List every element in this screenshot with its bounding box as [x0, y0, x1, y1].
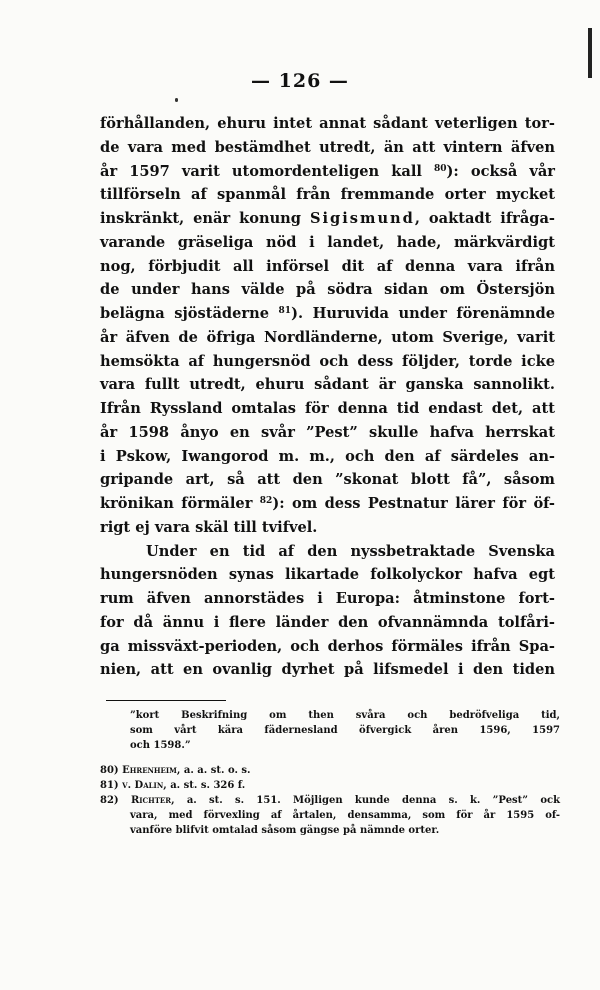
footnote-author: Richter	[130, 795, 172, 806]
footnote-continued-line: och 1598.”	[130, 740, 191, 751]
body-line: hemsökta af hungersnöd och dess följder, torde icke	[100, 352, 555, 370]
body-line-text: inskränkt, enär konung	[100, 210, 310, 227]
body-line: förhållanden, ehuru intet annat sådant veterligen tor-	[100, 115, 555, 132]
body-line	[100, 160, 555, 184]
footnote-80	[100, 763, 560, 778]
spaced-name: Sigismund	[309, 210, 415, 227]
footnote-82-continued: vara, med förvexling af årtalen, densamma, som för år 1595 of-	[130, 810, 560, 821]
footnote-81	[100, 778, 560, 793]
body-line	[100, 492, 555, 516]
footnote-reference: 82	[259, 496, 273, 506]
body-line: Under en tid af den nyssbetraktade Svenska	[146, 542, 555, 560]
body-text	[100, 112, 555, 682]
body-line: varande gräseliga nöd i landet, hade, märkvärdigt	[100, 233, 555, 251]
footnote-82-continued: vanföre blifvit omtalad såsom gängse på nämnde orter.	[130, 825, 440, 836]
body-line-text: år 1597 varit utomordenteligen kall	[100, 162, 434, 180]
body-line: tillförseln af spanmål från fremmande orter mycket	[100, 186, 555, 204]
body-line: gripande art, så att den ”skonat blott få”, såsom	[100, 471, 555, 489]
body-line-text: ). Huruvida under förenämnde	[291, 305, 555, 322]
footnote-rule	[106, 700, 226, 701]
footnote-author: v. Dalin	[122, 780, 164, 791]
body-line: rum äfven annorstädes i Europa: åtminstone fort-	[100, 590, 555, 607]
body-line-text: ): också vår	[446, 162, 555, 180]
body-line-text: krönikan förmäler	[100, 495, 260, 512]
footnote-82	[100, 793, 560, 808]
footnote-author: Ehrenheim	[122, 765, 177, 776]
page-number: — 126 —	[251, 70, 349, 92]
footnote-marker: 81)	[100, 780, 119, 791]
body-line: vara fullt utredt, ehuru sådant är ganska sannolikt.	[100, 376, 555, 394]
footnote-text: , a. st. s. 151. Möjligen kunde denna s. k. ”Pest” ock	[171, 795, 561, 806]
footnote-text: , a. st. s. 326 f.	[163, 780, 246, 791]
footnote-marker: 82)	[100, 795, 119, 806]
body-line	[100, 207, 555, 231]
body-line: for då ännu i flere länder den ofvannämnda tolfåri-	[100, 613, 555, 631]
body-line: de under hans välde på södra sidan om Östersjön	[100, 281, 555, 299]
body-line-text: , oaktadt ifråga-	[414, 210, 555, 227]
footnote-continued-line: ”kort Beskrifning om then svåra och bedröfveliga tid,	[130, 710, 560, 721]
body-line: hungersnöden synas likartade folkolyckor hafva egt	[100, 566, 555, 584]
footnote-reference: 80	[433, 163, 447, 174]
body-line: år 1598 ånyo en svår ”Pest” skulle hafva herrskat	[100, 423, 555, 441]
print-speck	[175, 98, 178, 102]
body-line: de vara med bestämdhet utredt, än att vintern äfven	[100, 138, 555, 156]
footnote-reference: 81	[278, 306, 292, 316]
body-line: nien, att en ovanlig dyrhet på lifsmedel i den tiden	[100, 661, 555, 679]
footnote-marker: 80)	[100, 765, 119, 776]
body-line: rigt ej vara skäl till tvifvel.	[100, 518, 318, 536]
body-line: nog, förbjudit all införsel dit af denna vara ifrån	[100, 257, 555, 275]
body-line: i Pskow, Iwangorod m. m., och den af särdeles an-	[100, 447, 555, 465]
footnote-text: , a. a. st. o. s.	[176, 765, 251, 776]
body-line: ga missväxt-perioden, och derhos förmäles ifrån Spa-	[100, 637, 555, 655]
footnote-continued-line: som vårt kära fädernesland öfvergick åren 1596, 1597	[130, 725, 560, 736]
footnotes	[100, 708, 560, 838]
body-line: Ifrån Ryssland omtalas för denna tid endast det, att	[100, 400, 555, 417]
body-line-text: belägna sjöstäderne	[100, 305, 279, 322]
body-line	[100, 302, 555, 326]
body-line: år äfven de öfriga Nordländerne, utom Sverige, varit	[100, 328, 555, 346]
body-line-text: ): om dess Pestnatur lärer för öf-	[272, 495, 555, 512]
